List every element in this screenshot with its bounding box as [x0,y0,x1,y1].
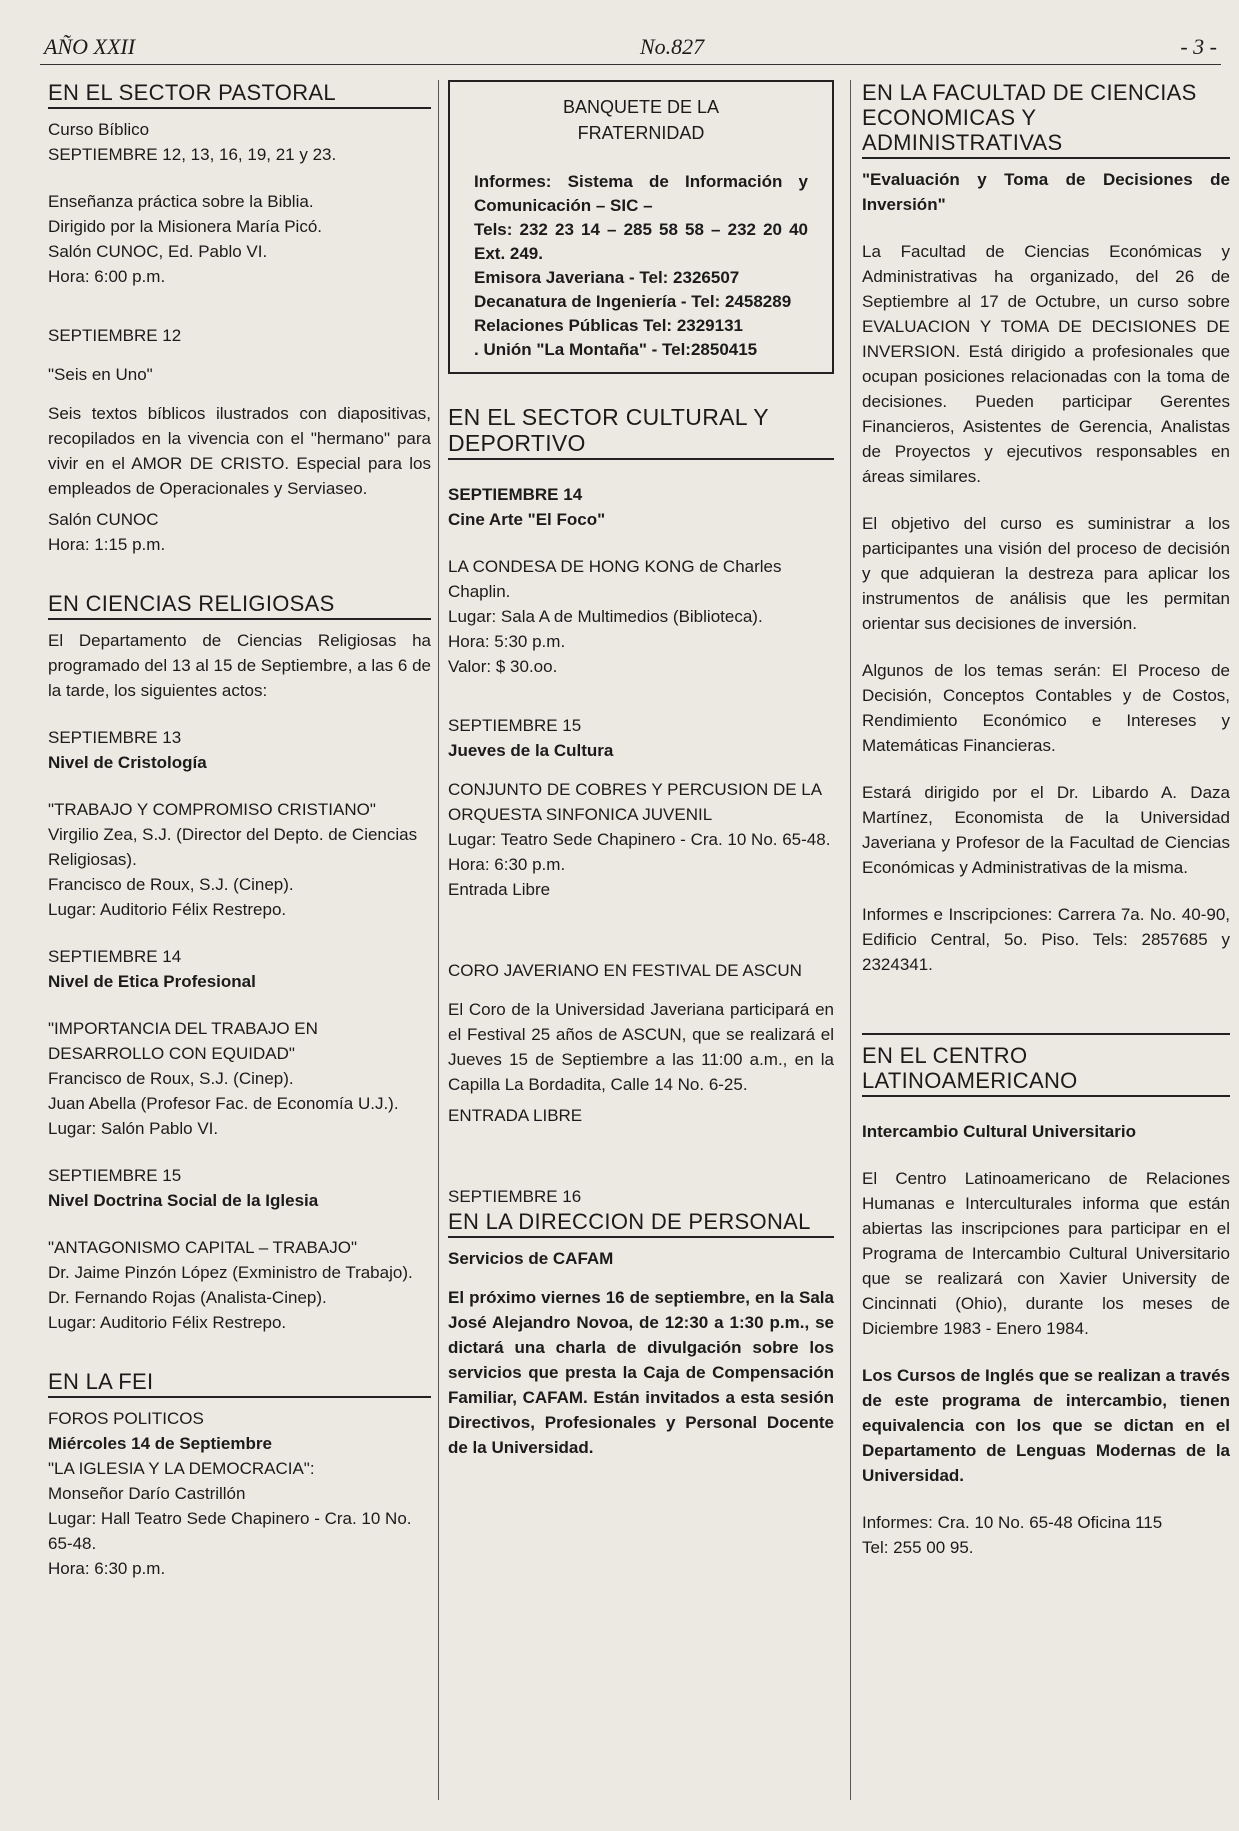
section-subtitle: Servicios de CAFAM [448,1249,614,1268]
section-heading: EN EL SECTOR PASTORAL [48,80,431,109]
coro-entry: ENTRADA LIBRE [448,1106,583,1125]
banquete-box [448,80,834,374]
event-place: Lugar: Sala A de Multimedios (Biblioteca). [448,607,763,626]
section-text: El próximo viernes 16 de septiembre, en la Sala José Alejandro Novoa, de 12:30 a 1:30 p.m., se dictará una charla de divulgación sobre los servicios que presta la Caja de Compensación Familiar, CAFAM. Están invitados a esta sesión Directivos, Profesionales y Personal Docente de la Universidad. [448,1288,834,1457]
religious-event [48,1163,431,1335]
paragraph: El Centro Latinoamericano de Relaciones Humanas e Interculturales informa que están abiertas las inscripciones para participar en el Programa de Intercambio Cultural Universitario que se realizará con Xavier University de Cincinnati (Ohio), durante los meses de Diciembre 1983 - Enero 1984. [862,1169,1230,1338]
course-subtitle: Curso Bíblico [48,120,150,139]
paragraph: Informes e Inscripciones: Carrera 7a. No. 40-90, Edificio Central, 5o. Piso. Tels: 2857685 y 2324341. [862,905,1230,974]
contact-line: . Unión "La Montaña" - Tel:2850415 [474,340,758,359]
contact-line: Relaciones Públicas Tel: 2329131 [474,316,743,335]
section-heading: EN LA DIRECCION DE PERSONAL [448,1209,834,1238]
column-1 [48,80,431,1581]
contact-line: Emisora Javeriana - Tel: 2326507 [474,268,740,287]
paragraph: Algunos de los temas serán: El Proceso de Decisión, Conceptos Contables y de Costos, Rendimiento Económico e Intereses y Matemáticas Financieras. [862,661,1230,755]
event-date: SEPTIEMBRE 15 [448,716,582,735]
event-date: SEPTIEMBRE 12 [48,326,182,345]
info-line: Salón CUNOC, Ed. Pablo VI. [48,242,268,261]
event-date: SEPTIEMBRE 14 [48,947,182,966]
section-heading: EN LA FEI [48,1369,431,1398]
section-pastoral [48,80,431,557]
contact-line: Tel: 255 00 95. [862,1538,974,1557]
event-speaker: Virgilio Zea, S.J. (Director del Depto. de Ciencias Religiosas). [48,825,418,869]
event-time: Hora: 6:30 p.m. [448,855,566,874]
contact-line: Tels: 232 23 14 – 285 58 58 – 232 20 40 Ext. 249. [474,220,808,263]
paragraph: El objetivo del curso es suministrar a los participantes una visión del proceso de decisión y que adquieran la destreza para aplicar los instrumentos de análisis que les permitan orientar sus decisiones de inversión. [862,514,1230,633]
section-subtitle: Intercambio Cultural Universitario [862,1122,1136,1141]
event-level: Nivel de Cristología [48,753,207,772]
event-title: "TRABAJO Y COMPROMISO CRISTIANO" [48,800,376,819]
event-price: Valor: $ 30.oo. [448,657,558,676]
event-place: Lugar: Salón Pablo VI. [48,1119,219,1138]
section-intro: El Departamento de Ciencias Religiosas ha programado del 13 al 15 de Septiembre, a las 6 de la tarde, los siguientes actos: [48,631,431,700]
event-title: "Seis en Uno" [48,365,153,384]
event-date: SEPTIEMBRE 13 [48,728,182,747]
section-personal [448,1184,834,1460]
event-speaker: Francisco de Roux, S.J. (Cinep). [48,875,294,894]
box-title-line: BANQUETE DE LA [562,97,720,117]
event-time: Hora: 6:30 p.m. [48,1559,166,1578]
event-speaker: Francisco de Roux, S.J. (Cinep). [48,1069,294,1088]
contact-line: Informes: Sistema de Información y Comunicación – SIC – [474,172,808,215]
section-cultural [448,404,834,1128]
paragraph: Los Cursos de Inglés que se realizan a través de este programa de intercambio, tienen equivalencia con los que se dictan en el Departamento de Lenguas Modernas de la Universidad. [862,1366,1230,1485]
event-speaker: Dr. Fernando Rojas (Analista-Cinep). [48,1288,327,1307]
info-line: Hora: 6:00 p.m. [48,267,166,286]
forum-label: FOROS POLITICOS [48,1409,204,1428]
paragraph: La Facultad de Ciencias Económicas y Administrativas ha organizado, del 26 de Septiembre al 17 de Octubre, un curso sobre EVALUACION Y TOMA DE DECISIONES DE INVERSION. Está dirigido a profesionales que ocupan posiciones relacionadas con la toma de decisiones. Pueden participar Gerentes Financieros, Asistentes de Gerencia, Analistas de Proyectos y ejecutivos responsables en áreas similares. [862,242,1230,486]
running-head [40,30,1221,65]
section-fei [48,1369,431,1581]
event-speaker: Juan Abella (Profesor Fac. de Economía U.J.). [48,1094,399,1113]
event-title: "LA IGLESIA Y LA DEMOCRACIA": [48,1459,315,1478]
coro-text: El Coro de la Universidad Javeriana participará en el Festival 25 años de ASCUN, que se realizará el Jueves 15 de Septiembre a las 11:00 a.m., en la Capilla La Bordadita, Calle 14 No. 6-25. [448,1000,834,1094]
event-date: SEPTIEMBRE 15 [48,1166,182,1185]
paragraph: Estará dirigido por el Dr. Libardo A. Daza Martínez, Economista de la Universidad Javeriana y Profesor de la Facultad de Ciencias Económicas y Administrativas de la misma. [862,783,1230,877]
box-title [474,94,808,146]
column-divider-2 [850,80,851,1800]
event-title: "IMPORTANCIA DEL TRABAJO EN DESARROLLO CON EQUIDAD" [48,1019,318,1063]
section-religiosas [48,591,431,1335]
event-place: Lugar: Teatro Sede Chapinero - Cra. 10 No. 65-48. [448,830,831,849]
event-level: Nivel Doctrina Social de la Iglesia [48,1191,319,1210]
course-dates: SEPTIEMBRE 12, 13, 16, 19, 21 y 23. [48,145,337,164]
religious-event [48,725,431,922]
page-number: - 3 - [1180,34,1217,59]
coro-heading: CORO JAVERIANO EN FESTIVAL DE ASCUN [448,961,802,980]
event-date: SEPTIEMBRE 14 [448,485,583,504]
column-divider-1 [438,80,439,1800]
event-level: Nivel de Etica Profesional [48,972,256,991]
box-body [474,170,808,362]
event-place: Lugar: Auditorio Félix Restrepo. [48,900,287,919]
event-title: Cine Arte "El Foco" [448,510,606,529]
info-line: Enseñanza práctica sobre la Biblia. [48,192,314,211]
box-title-line: FRATERNIDAD [577,123,705,143]
event-text: Seis textos bíblicos ilustrados con diapositivas, recopilados en la vivencia con el "hermano" para vivir en el AMOR DE CRISTO. Especial para los empleados de Operacionales y Serviaseo. [48,404,431,498]
column-2 [448,80,834,1482]
event-speaker: Dr. Jaime Pinzón López (Exministro de Trabajo). [48,1263,413,1282]
event-entry: Entrada Libre [448,880,551,899]
section-heading: EN EL CENTRO LATINOAMERICANO [862,1043,1230,1097]
event-heading: CONJUNTO DE COBRES Y PERCUSION DE LA ORQUESTA SINFONICA JUVENIL [448,780,822,824]
event-title: Jueves de la Cultura [448,741,614,760]
religious-event [48,944,431,1141]
section-heading: EN LA FACULTAD DE CIENCIAS ECONOMICAS Y ADMINISTRATIVAS [862,80,1230,159]
section-centro [862,1033,1230,1560]
event-place: Salón CUNOC [48,510,159,529]
event-place: Lugar: Auditorio Félix Restrepo. [48,1313,287,1332]
section-facultad [862,80,1230,977]
event-date: Miércoles 14 de Septiembre [48,1434,272,1453]
event-title: "ANTAGONISMO CAPITAL – TRABAJO" [48,1238,357,1257]
issue-year: AÑO XXII [44,34,136,59]
section-heading: EN CIENCIAS RELIGIOSAS [48,591,431,620]
event-speaker: Monseñor Darío Castrillón [48,1484,246,1503]
contact-line: Informes: Cra. 10 No. 65-48 Oficina 115 [862,1513,1163,1532]
section-subtitle: "Evaluación y Toma de Decisiones de Inversión" [862,170,1230,214]
event-info: LA CONDESA DE HONG KONG de Charles Chaplin. [448,557,782,601]
column-3 [862,80,1230,1560]
event-place: Lugar: Hall Teatro Sede Chapinero - Cra. 10 No. 65-48. [48,1509,412,1553]
issue-number: No.827 [640,34,705,59]
contact-line: Decanatura de Ingeniería - Tel: 2458289 [474,292,792,311]
section-heading: EN EL SECTOR CULTURAL Y DEPORTIVO [448,404,834,460]
info-line: Dirigido por la Misionera María Picó. [48,217,322,236]
event-date: SEPTIEMBRE 16 [448,1187,582,1206]
event-time: Hora: 1:15 p.m. [48,535,166,554]
event-time: Hora: 5:30 p.m. [448,632,566,651]
